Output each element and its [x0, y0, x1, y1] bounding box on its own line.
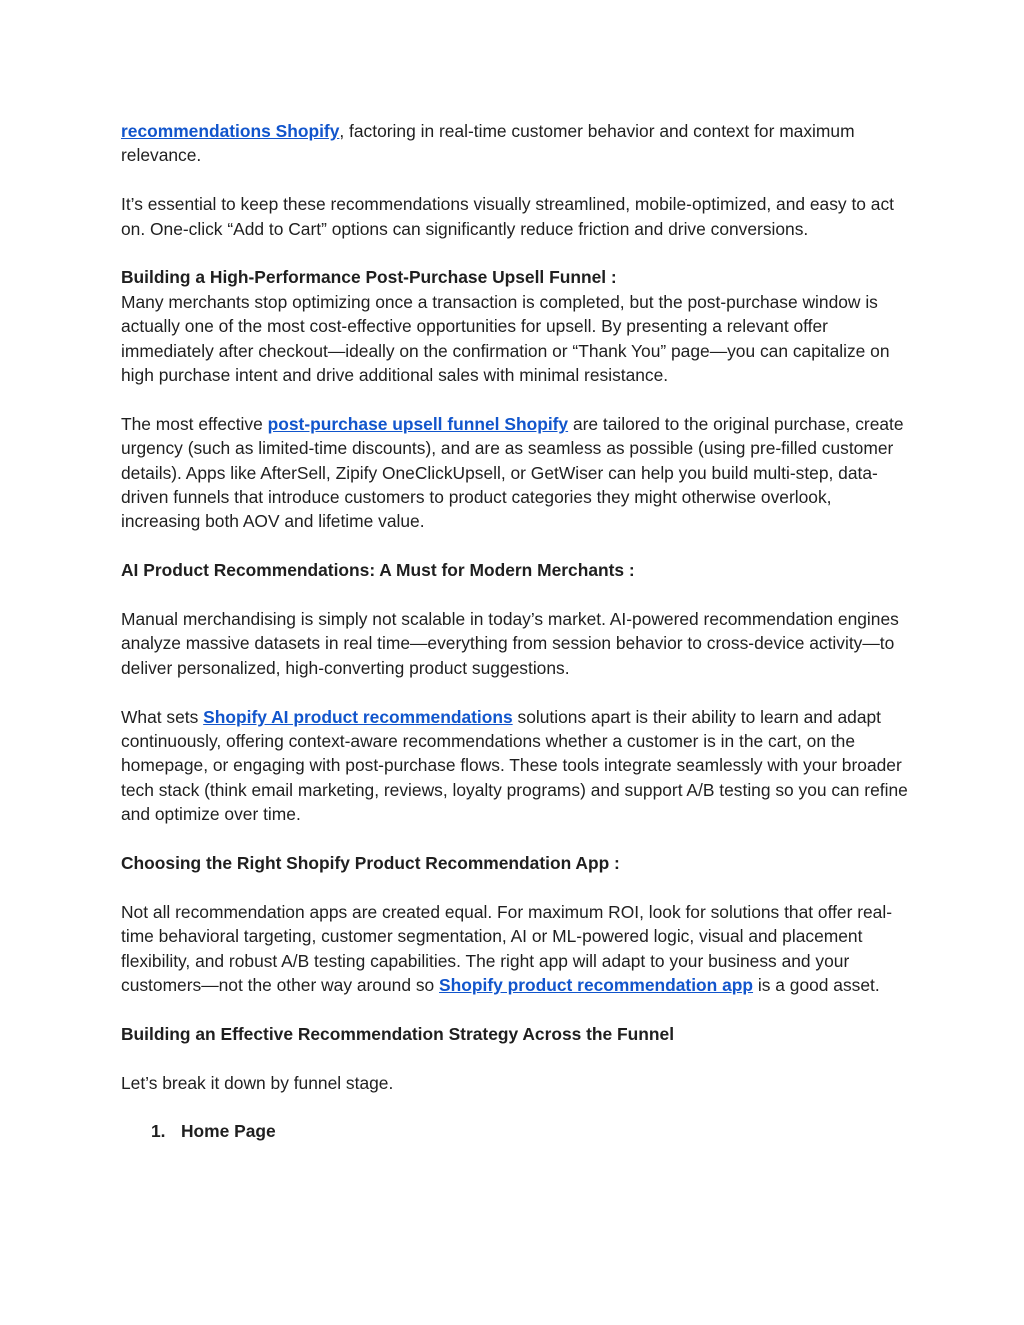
link-recommendations-shopify[interactable]: recommendations Shopify — [121, 121, 340, 141]
list-item — [121, 1119, 911, 1143]
link-shopify-product-recommendation-app[interactable]: Shopify product recommendation app — [439, 975, 754, 996]
paragraph-text: Not all recommendation apps are created equal. For maximum ROI, look for solutions that offer real-time behavioral targeting, customer segmentation, AI or ML-powered logic, visual and placement flexibility, and robust A/B testing capabilities. The right app will adapt to your business and your customers—not the other way around so — [121, 901, 893, 996]
paragraph-text: , factoring in real-time customer behavior and context for maximum relevance. — [121, 121, 855, 166]
link-shopify-ai-product-recommendations[interactable]: Shopify AI product recommendations — [203, 706, 513, 727]
paragraph: Let’s break it down by funnel stage. — [121, 1072, 394, 1093]
list-item-number: 1. — [151, 1121, 166, 1142]
paragraph-text: The most effective — [121, 413, 268, 434]
paragraph — [121, 412, 911, 534]
paragraph: Many merchants stop optimizing once a transaction is completed, but the post-purchase window is actually one of the most cost-effective opportunities for upsell. By presenting a relevant offer immediately after checkout—ideally on the confirmation or “Thank You” page—you can capitalize on high purchase intent and drive additional sales with minimal resistance. — [121, 291, 890, 386]
section-heading: Building a High-Performance Post-Purchase Upsell Funnel : — [121, 267, 617, 288]
list-item-label: Home Page — [181, 1121, 276, 1142]
paragraph — [121, 705, 911, 827]
paragraph — [121, 900, 911, 998]
paragraph: Manual merchandising is simply not scalable in today’s market. AI-powered recommendation engines analyze massive datasets in real time—everything from session behavior to cross-device activity—to deliver personalized, high-converting product suggestions. — [121, 609, 899, 678]
section-heading: Choosing the Right Shopify Product Recommendation App : — [121, 853, 620, 874]
paragraph-text: is a good asset. — [753, 975, 880, 996]
paragraph — [121, 119, 911, 168]
paragraph-text: solutions apart is their ability to learn and adapt continuously, offering context-aware recommendations whether a customer is in the cart, on the homepage, or engaging with post-purchase flows. These tools integrate seamlessly with your broader tech stack (think email marketing, reviews, loyalty programs) and support A/B testing so you can refine and optimize over time. — [121, 706, 908, 825]
section-heading: AI Product Recommendations: A Must for Modern Merchants : — [121, 560, 635, 581]
section-heading: Building an Effective Recommendation Strategy Across the Funnel — [121, 1023, 675, 1044]
link-post-purchase-upsell-funnel[interactable]: post-purchase upsell funnel Shopify — [267, 413, 569, 434]
paragraph-text: What sets — [121, 706, 204, 727]
paragraph: It’s essential to keep these recommendations visually streamlined, mobile-optimized, and easy to act on. One-click “Add to Cart” options can significantly reduce friction and drive conversions. — [121, 194, 894, 239]
document-body — [121, 119, 911, 1144]
paragraph-text: are tailored to the original purchase, create urgency (such as limited-time discounts), and are as seamless as possible (using pre-filled customer details). Apps like AfterSell, Zipify OneClickUpsell, or GetWiser can help you build multi-step, data-driven funnels that introduce customers to product categories they might otherwise overlook, increasing both AOV and lifetime value. — [121, 413, 904, 532]
